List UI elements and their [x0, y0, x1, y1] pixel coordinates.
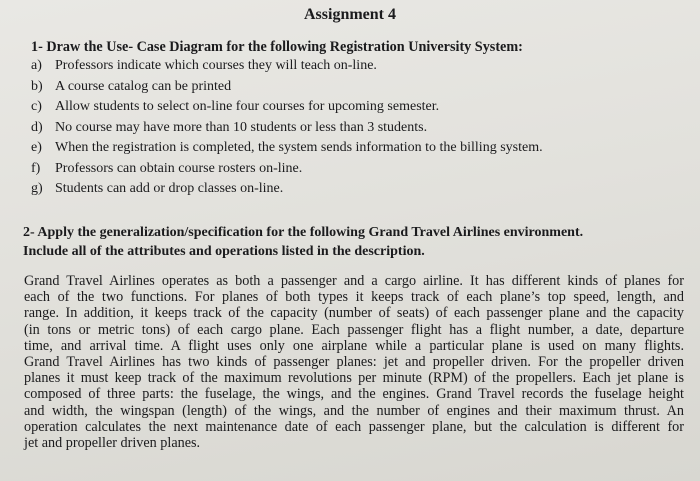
list-item: [31, 140, 543, 161]
question-1-heading: 1- Draw the Use- Case Diagram for the following Registration University System:: [31, 39, 523, 55]
paragraph-line: operation calculates the next maintenance date of each passenger plane, but the calculation is different for: [24, 418, 684, 435]
question-2-heading: [23, 223, 663, 261]
paragraph-line: jet and propeller driven planes.: [24, 435, 201, 452]
list-item: [31, 161, 543, 182]
list-item-text: Allow students to select on-line four courses for upcoming semester.: [55, 99, 440, 114]
paragraph-line: Grand Travel Airlines has two kinds of passenger planes: jet and propeller driven. For the propeller driven: [24, 354, 684, 371]
page-title: Assignment 4: [303, 6, 396, 23]
list-marker: f): [31, 160, 41, 176]
list-marker: e): [31, 140, 42, 155]
paragraph-line: Grand Travel Airlines operates as both a passenger and a cargo airline. It has different kinds of planes for: [24, 273, 684, 289]
list-item-text: A course catalog can be printed: [55, 78, 232, 94]
paragraph-line: each of the two functions. For planes of both types it keeps track of each plane’s top speed, length, and: [24, 289, 684, 306]
list-marker: d): [31, 119, 43, 135]
paragraph-line: (in tons or metric tons) of each cargo plane. Each passenger flight has a flight number, a date, departure: [24, 321, 684, 338]
list-item-text: Professors can obtain course rosters on-line.: [55, 160, 303, 176]
list-item-text: When the registration is completed, the system sends information to the billing system.: [55, 140, 543, 155]
paragraph-line: time, and arrival time. A flight uses only one airplane while a particular plane is used on many flights.: [24, 337, 684, 354]
list-item: [31, 58, 543, 79]
heading-line: Include all of the attributes and operations listed in the description.: [23, 244, 425, 259]
list-item-text: Students can add or drop classes on-line.: [55, 181, 284, 196]
paragraph-line: and width, the wingspan (length) of the wings, and the number of engines and their maximum thrust. An: [24, 402, 684, 419]
list-item: [31, 120, 543, 141]
list-item: [31, 79, 543, 100]
list-item: [31, 181, 543, 202]
list-marker: a): [31, 58, 42, 73]
list-item-text: Professors indicate which courses they will teach on-line.: [55, 58, 377, 73]
paragraph-line: range. In addition, it keeps track of the capacity (number of seats) of each passenger plane and the capacity: [24, 305, 684, 322]
list-marker: c): [31, 99, 42, 114]
list-marker: g): [31, 181, 43, 196]
question-1-list: [31, 58, 543, 202]
list-item: [31, 99, 543, 120]
heading-line: 2- Apply the generalization/specification for the following Grand Travel Airlines environment.: [23, 225, 584, 240]
paragraph-line: planes it must keep track of the maximum revolutions per minute (RPM) of the propellers. Each jet plane is: [24, 370, 684, 387]
list-marker: b): [31, 78, 43, 94]
paragraph-line: composed of three parts: the fuselage, the wings, and the engines. Grand Travel records the fuselage height: [24, 386, 684, 403]
description-paragraph: [24, 273, 684, 451]
list-item-text: No course may have more than 10 students or less than 3 students.: [55, 119, 428, 135]
